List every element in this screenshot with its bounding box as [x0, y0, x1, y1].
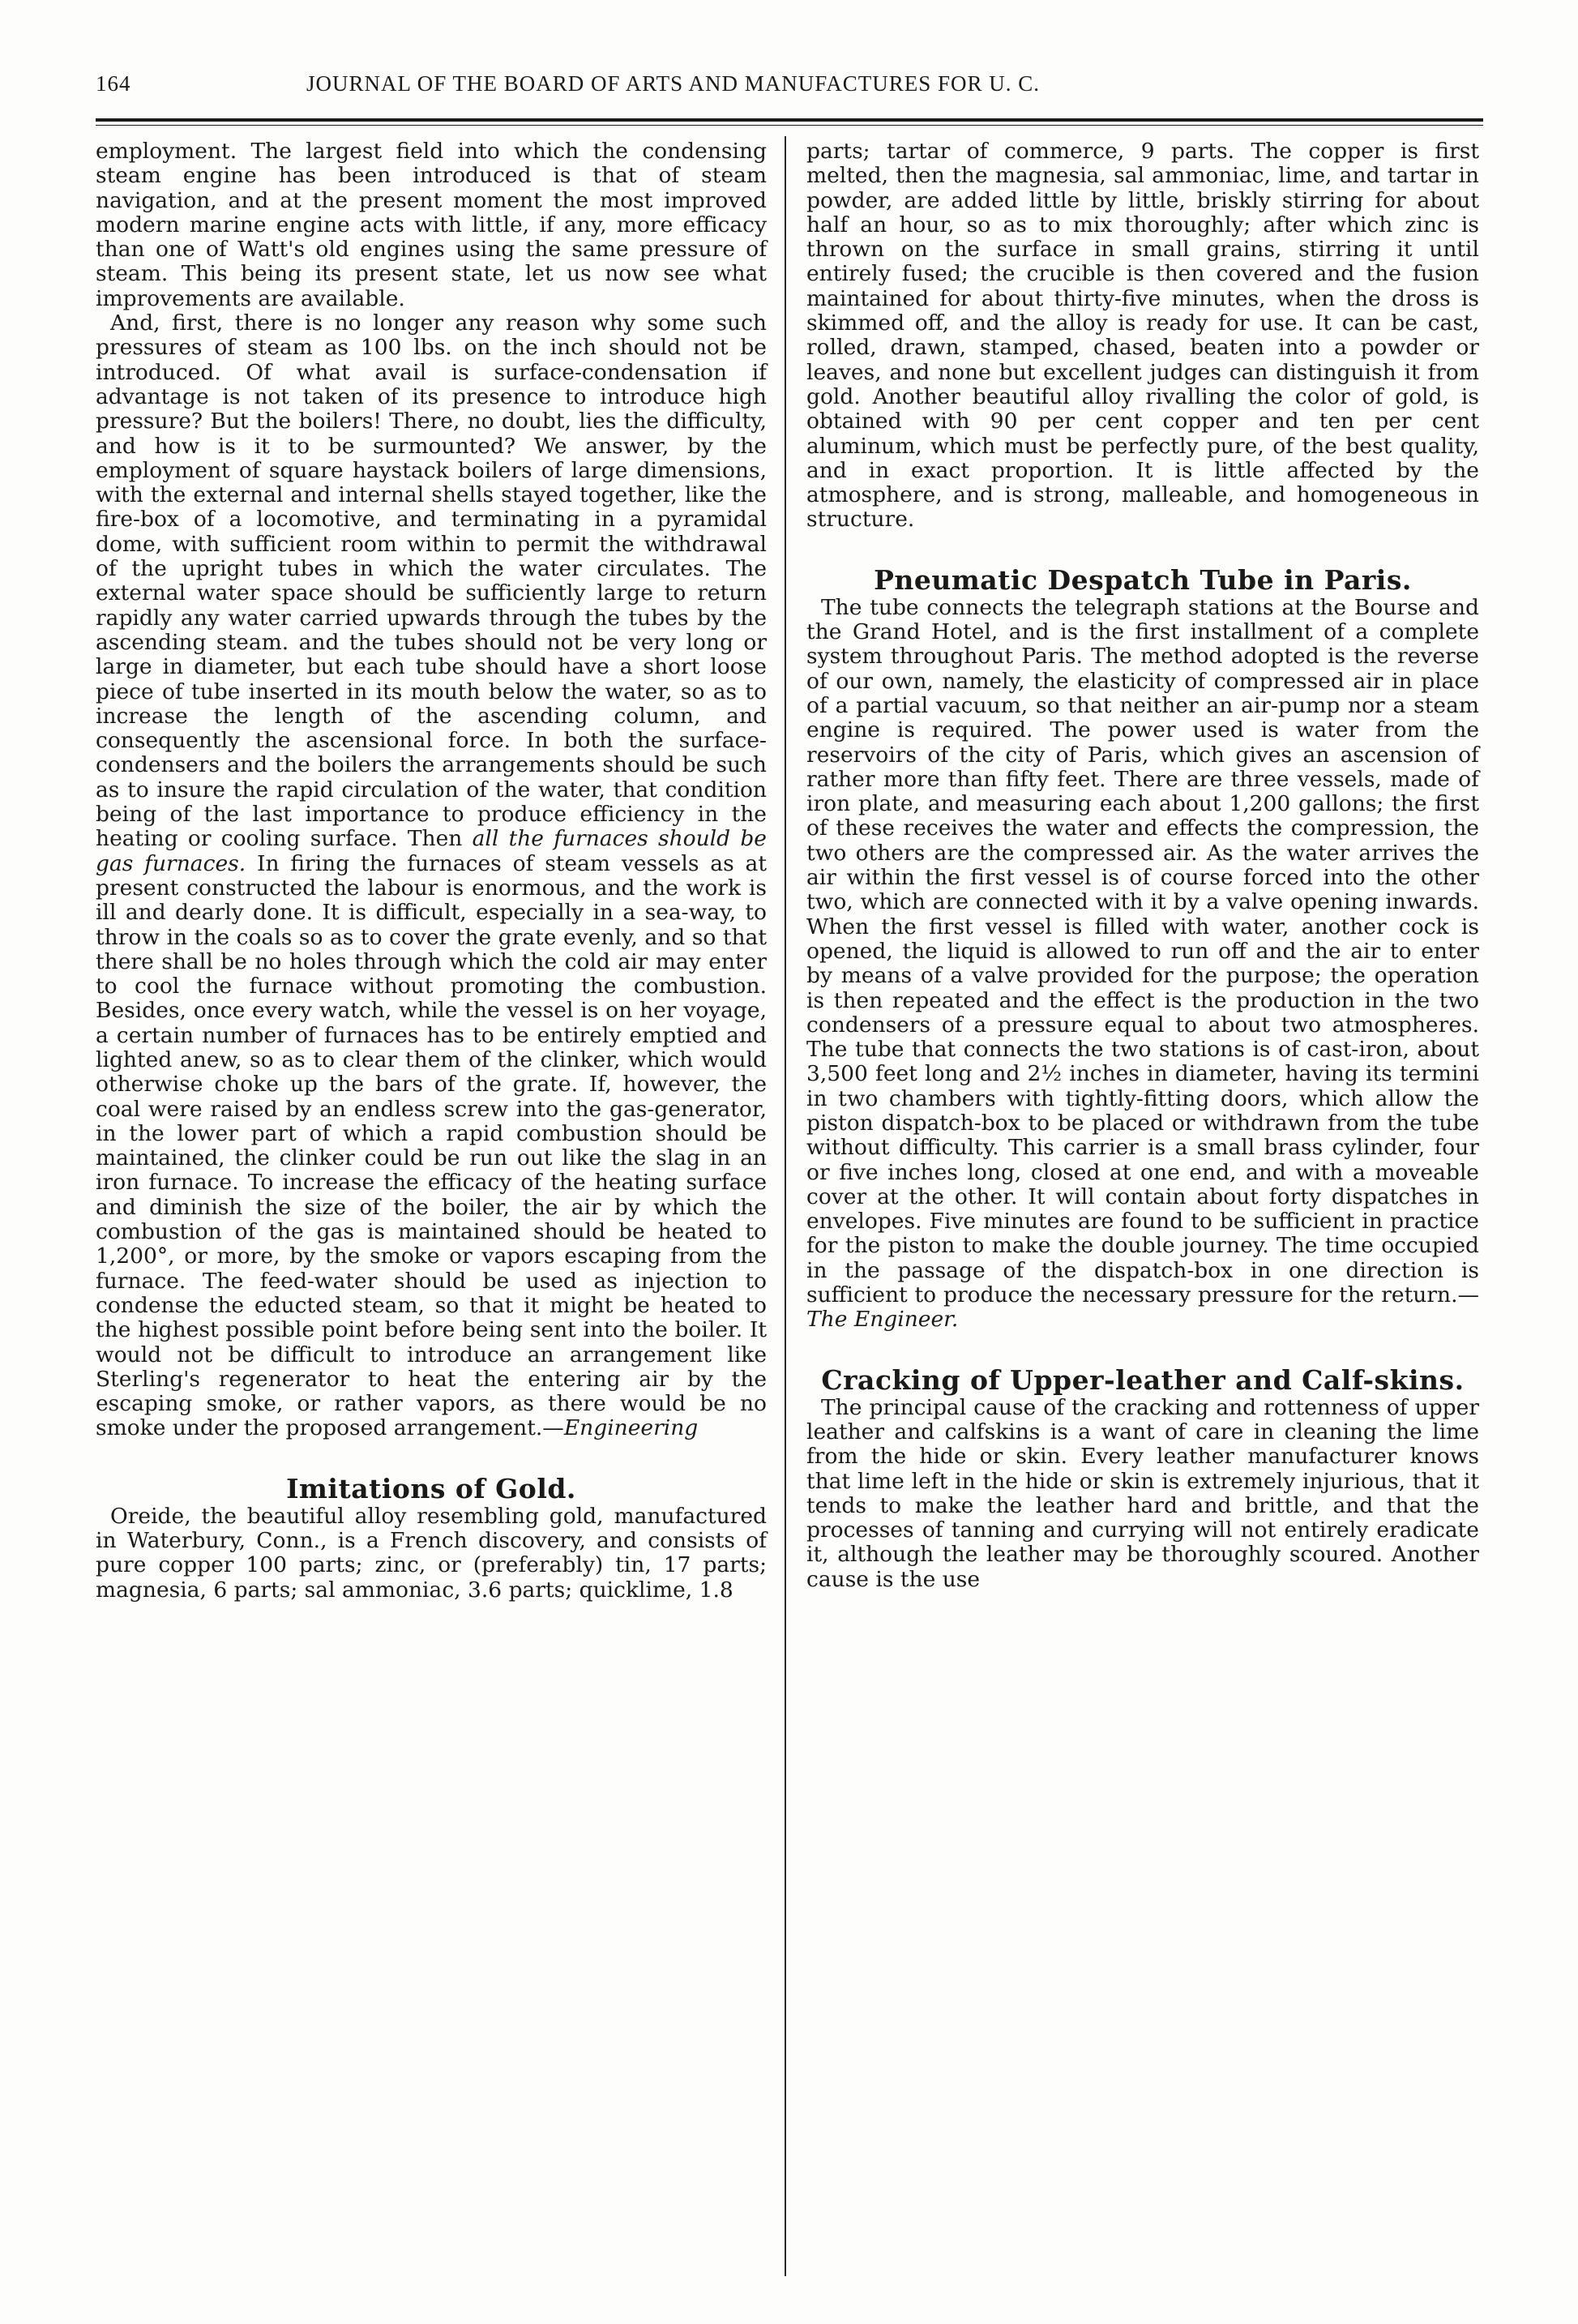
- right-column: [806, 139, 1479, 1592]
- steam-engine-paragraph-1: employment. The largest field into which the condensing steam engine has been introduced is that of steam navigation, and at the present moment the most improved modern marine engine acts with little, if any, more efficacy than one of Watt's old engines using the same pressure of steam. This being its present state, let us now see what improvements are available.: [96, 139, 767, 311]
- gold-heading: Imitations of Gold.: [286, 1472, 576, 1504]
- steam-engine-paragraph-2: [96, 311, 767, 1441]
- tube-paragraph-1: [806, 596, 1479, 1333]
- page-number: 164: [96, 71, 131, 96]
- tube-source: The Engineer.: [806, 1307, 959, 1333]
- tube-text: The tube connects the telegraph stations at the Bourse and the Grand Hotel, and is the first installment of a complete system throughout Paris. The method adopted is the reverse of our own, namely, the elasticity of compressed air in place of a partial vacuum, so that neither an air-pump nor a steam engine is required. The power used is water from the reservoirs of the city of Paris, which gives an ascension of rather more than fifty feet. There are three vessels, made of iron plate, and measuring each about 1,200 gallons; the first of these receives the water and effects the compression, the two others are the compressed air. As the water arrives the air within the first vessel is of course forced into the other two, which are connected with it by a valve opening inwards. When the first vessel is filled with water, another cock is opened, the liquid is allowed to run off and the air to enter by means of a valve provided for the purpose; the operation is then repeated and the effect is the production in the two condensers of a pressure equal to about two atmospheres. The tube that connects the two stations is of cast-iron, about 3,500 feet long and 2½ inches in diameter, having its termini in two chambers with tightly-fitting doors, which allow the piston dispatch-box to be placed or withdrawn from the tube without difficulty. This carrier is a small brass cylinder, four or five inches long, closed at one end, and with a moveable cover at the other. It will contain about forty dispatches in envelopes. Five minutes are found to be sufficient in practice for the piston to make the double journey. The time occupied in the passage of the dispatch-box in one direction is sufficient to produce the necessary pressure for the return.—: [806, 594, 1479, 1308]
- tube-heading: Pneumatic Despatch Tube in Paris.: [874, 563, 1412, 596]
- steam-engine-text-b: In firing the furnaces of steam vessels as at present constructed the labour is enormous, and the work is ill and dearly done. It is difficult, especially in a sea-way, to throw in the coals so as to cover the grate evenly, and so that there shall be no holes through which the cold air may enter to cool the furnace without promoting the combustion. Besides, once every watch, while the vessel is on her voyage, a certain number of furnaces has to be entirely emptied and lighted anew, so as to clear them of the clinker, which would otherwise choke up the bars of the grate. If, however, the coal were raised by an endless screw into the gas-generator, in the lower part of which a rapid combustion should be maintained, the clinker could be run out like the slag in an iron furnace. To increase the efficacy of the heating surface and diminish the size of the boiler, the air by which the combustion of the gas is maintained should be heated to 1,200°, or more, by the smoke or vapors escaping from the furnace. The feed-water should be used as injection to condense the educted steam, so that it might be heated to the highest possible point before being sent into the boiler. It would not be difficult to introduce an arrangement like Sterling's regenerator to heat the entering air by the escaping smoke, or rather vapors, as there would be no smoke under the proposed arrangement.—: [96, 850, 767, 1441]
- section-gap: [806, 533, 1479, 565]
- column-divider: [785, 136, 786, 2276]
- gold-paragraph-1: Oreide, the beautiful alloy resembling gold, manufactured in Waterbury, Conn., is a French discovery, and consists of pure copper 100 parts; zinc, or (preferably) tin, 17 parts; magnesia, 6 parts; sal ammoniac, 3.6 parts; quicklime, 1.8: [96, 1503, 767, 1603]
- leather-paragraph-1: The principal cause of the cracking and rottenness of upper leather and calfskins is a want of care in cleaning the lime from the hide or skin. Every leather manufacturer knows that lime left in the hide or skin is extremely injurious, that it tends to make the leather hard and brittle, and that the processes of tanning and currying will not entirely eradicate it, although the leather may be thoroughly scoured. Another cause is the use: [806, 1394, 1479, 1592]
- page-header: [96, 71, 1473, 104]
- leather-heading: Cracking of Upper-leather and Calf-skins.: [821, 1363, 1465, 1396]
- header-rule: [96, 118, 1483, 122]
- running-title: JOURNAL OF THE BOARD OF ARTS AND MANUFACTURES FOR U. C.: [306, 71, 1041, 96]
- gold-paragraph-1-continued: parts; tartar of commerce, 9 parts. The copper is first melted, then the magnesia, sal ammoniac, lime, and tartar in powder, are added little by little, briskly stirring for about half an hour, so as to mix thoroughly; after which zinc is thrown on the surface in small grains, stirring it until entirely fused; the crucible is then covered and the fusion maintained for about thirty-five minutes, when the dross is skimmed off, and the alloy is ready for use. It can be cast, rolled, drawn, stamped, chased, beaten into a powder or leaves, and none but excellent judges can distinguish it from gold. Another beautiful alloy rivalling the color of gold, is obtained with 90 per cent copper and ten per cent aluminum, which must be perfectly pure, of the best quality, and in exact proportion. It is little affected by the atmosphere, and is strong, malleable, and homogeneous in structure.: [806, 139, 1479, 533]
- steam-engine-italic-phrase: all the furnaces should be gas furnaces.: [96, 826, 767, 876]
- section-gap: [96, 1441, 767, 1474]
- section-gap: [806, 1333, 1479, 1365]
- steam-engine-source: Engineering: [563, 1415, 699, 1441]
- header-rule-thin: [96, 125, 1483, 126]
- left-column: [96, 139, 767, 1603]
- steam-engine-text-a: And, first, there is no longer any reason why some such pressures of steam as 100 lbs. on the inch should not be introduced. Of what avail is surface-condensation if advantage is not taken of its presence to introduce high pressure? But the boilers! There, no doubt, lies the difficulty, and how is it to be surmounted? We answer, by the employment of square haystack boilers of large dimensions, with the external and internal shells stayed together, like the fire-box of a locomotive, and terminating in a pyramidal dome, with sufficient room within to permit the withdrawal of the upright tubes in which the water circulates. The external water space should be sufficiently large to return rapidly any water carried upwards through the tubes by the ascending steam. and the tubes should not be very long or large in diameter, but each tube should have a short loose piece of tube inserted in its mouth below the water, so as to increase the length of the ascending column, and consequently the ascensional force. In both the surface-condensers and the boilers the arrangements should be such as to insure the rapid circulation of the water, that condition being of the last importance to produce efficiency in the heating or cooling surface. Then: [96, 310, 767, 852]
